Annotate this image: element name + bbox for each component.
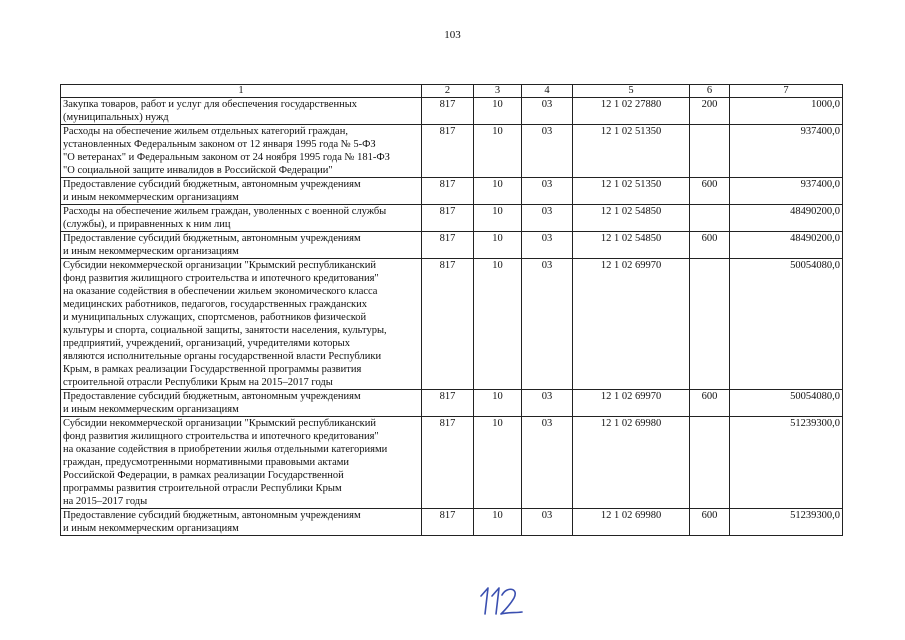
- ministry-code-cell: 817: [422, 417, 474, 509]
- column-header: 3: [474, 85, 522, 98]
- row-description: Предоставление субсидий бюджетным, автономным учреждениям и иным некоммерческим организациям: [61, 232, 422, 259]
- subsection-cell: 03: [522, 98, 573, 125]
- column-header: 6: [690, 85, 730, 98]
- section-cell: 10: [474, 390, 522, 417]
- row-description: Предоставление субсидий бюджетным, автономным учреждениям и иным некоммерческим организациям: [61, 509, 422, 536]
- column-header: 4: [522, 85, 573, 98]
- table-row: [61, 417, 843, 509]
- expense-type-cell: [690, 259, 730, 390]
- table-row: [61, 178, 843, 205]
- amount-cell: 937400,0: [730, 178, 843, 205]
- subsection-cell: 03: [522, 390, 573, 417]
- target-item-cell: 12 1 02 54850: [573, 205, 690, 232]
- ministry-code-cell: 817: [422, 98, 474, 125]
- column-header: 5: [573, 85, 690, 98]
- expense-type-cell: 600: [690, 232, 730, 259]
- expense-type-cell: 600: [690, 509, 730, 536]
- ministry-code-cell: 817: [422, 178, 474, 205]
- subsection-cell: 03: [522, 232, 573, 259]
- subsection-cell: 03: [522, 178, 573, 205]
- table-row: [61, 98, 843, 125]
- section-cell: 10: [474, 98, 522, 125]
- target-item-cell: 12 1 02 69970: [573, 390, 690, 417]
- section-cell: 10: [474, 259, 522, 390]
- ministry-code-cell: 817: [422, 259, 474, 390]
- column-header: 1: [61, 85, 422, 98]
- target-item-cell: 12 1 02 51350: [573, 178, 690, 205]
- column-header: 2: [422, 85, 474, 98]
- section-cell: 10: [474, 125, 522, 178]
- subsection-cell: 03: [522, 125, 573, 178]
- subsection-cell: 03: [522, 509, 573, 536]
- table-row: [61, 125, 843, 178]
- amount-cell: 50054080,0: [730, 390, 843, 417]
- section-cell: 10: [474, 205, 522, 232]
- expense-type-cell: [690, 417, 730, 509]
- row-description: Субсидии некоммерческой организации "Крымский республиканский фонд развития жилищного строительства и ипотечного кредитования" на оказание содействия в обеспечении жильем экономического класса медицинских работников, педагогов, государственных гражданских и муниципальных служащих, спортсменов, работников физической культуры и спорта, социальной защиты, занятости населения, культуры, предприятий, учреждений, организаций, учредителями которых являются исполнительные органы государственной власти Республики Крым, в рамках реализации Государственной программы развития строительной отрасли Республики Крым на 2015–2017 годы: [61, 259, 422, 390]
- target-item-cell: 12 1 02 69980: [573, 417, 690, 509]
- ministry-code-cell: 817: [422, 390, 474, 417]
- ministry-code-cell: 817: [422, 232, 474, 259]
- ministry-code-cell: 817: [422, 125, 474, 178]
- target-item-cell: 12 1 02 51350: [573, 125, 690, 178]
- target-item-cell: 12 1 02 27880: [573, 98, 690, 125]
- expense-type-cell: [690, 205, 730, 232]
- amount-cell: 48490200,0: [730, 205, 843, 232]
- subsection-cell: 03: [522, 205, 573, 232]
- table-row: [61, 259, 843, 390]
- ministry-code-cell: 817: [422, 509, 474, 536]
- section-cell: 10: [474, 509, 522, 536]
- table-row: [61, 509, 843, 536]
- expense-type-cell: 600: [690, 390, 730, 417]
- column-header-row: [61, 85, 843, 98]
- column-header: 7: [730, 85, 843, 98]
- section-cell: 10: [474, 178, 522, 205]
- budget-table: [60, 84, 843, 536]
- page-number: 103: [444, 29, 461, 41]
- amount-cell: 51239300,0: [730, 417, 843, 509]
- expense-type-cell: [690, 125, 730, 178]
- table-row: [61, 390, 843, 417]
- target-item-cell: 12 1 02 69980: [573, 509, 690, 536]
- expense-type-cell: 200: [690, 98, 730, 125]
- amount-cell: 51239300,0: [730, 509, 843, 536]
- row-description: Предоставление субсидий бюджетным, автономным учреждениям и иным некоммерческим организациям: [61, 390, 422, 417]
- row-description: Субсидии некоммерческой организации "Крымский республиканский фонд развития жилищного строительства и ипотечного кредитования" на оказание содействия в приобретении жилья отдельными категориями граждан, предусмотренными нормативными правовыми актами Российской Федерации, в рамках реализации Государственной программы развития строительной отрасли Республики Крым на 2015–2017 годы: [61, 417, 422, 509]
- row-description: Расходы на обеспечение жильем граждан, уволенных с военной службы (службы), и приравненных к ним лиц: [61, 205, 422, 232]
- amount-cell: 50054080,0: [730, 259, 843, 390]
- row-description: Закупка товаров, работ и услуг для обеспечения государственных (муниципальных) нужд: [61, 98, 422, 125]
- target-item-cell: 12 1 02 69970: [573, 259, 690, 390]
- expense-type-cell: 600: [690, 178, 730, 205]
- section-cell: 10: [474, 417, 522, 509]
- target-item-cell: 12 1 02 54850: [573, 232, 690, 259]
- section-cell: 10: [474, 232, 522, 259]
- row-description: Расходы на обеспечение жильем отдельных категорий граждан, установленных Федеральным законом от 12 января 1995 года № 5-ФЗ "О ветеранах" и Федеральным законом от 24 ноября 1995 года № 181-ФЗ "О социальной защите инвалидов в Российской Федерации": [61, 125, 422, 178]
- table-row: [61, 205, 843, 232]
- row-description: Предоставление субсидий бюджетным, автономным учреждениям и иным некоммерческим организациям: [61, 178, 422, 205]
- amount-cell: 1000,0: [730, 98, 843, 125]
- table-row: [61, 232, 843, 259]
- handwritten-page-mark: [477, 584, 527, 618]
- subsection-cell: 03: [522, 259, 573, 390]
- amount-cell: 937400,0: [730, 125, 843, 178]
- amount-cell: 48490200,0: [730, 232, 843, 259]
- ministry-code-cell: 817: [422, 205, 474, 232]
- subsection-cell: 03: [522, 417, 573, 509]
